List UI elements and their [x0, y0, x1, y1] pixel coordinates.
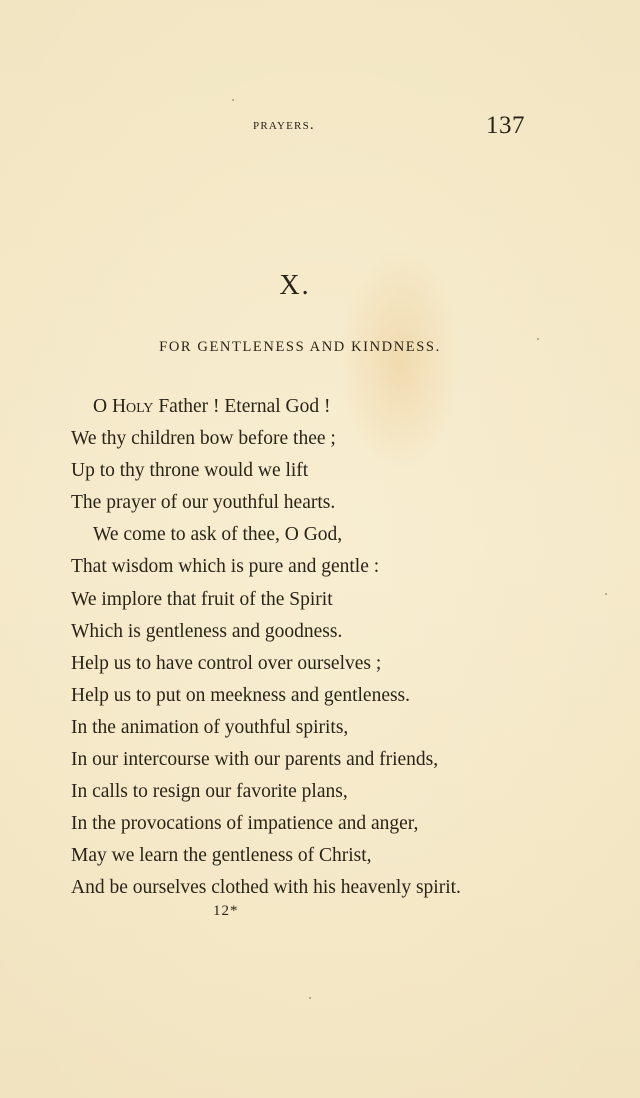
page-number: 137 — [486, 112, 525, 139]
prayer-line-1 — [71, 393, 611, 425]
prayer-line-4: The prayer of our youthful hearts. — [71, 492, 336, 514]
prayer-line-15: May we learn the gentleness of Christ, — [71, 845, 372, 867]
section-title: FOR GENTLENESS AND KINDNESS. — [159, 339, 441, 355]
signature-mark: 12* — [213, 903, 239, 919]
prayer-line-1-prefix: O — [93, 396, 112, 417]
prayer-text — [71, 393, 611, 907]
paper-speck — [309, 997, 311, 999]
running-head: prayers. — [253, 117, 315, 133]
prayer-line-16: And be ourselves clothed with his heavenly spirit. — [71, 877, 461, 899]
prayer-line-5: We come to ask of thee, O God, — [93, 524, 343, 546]
prayer-line-10: Help us to put on meekness and gentleness. — [71, 684, 411, 706]
prayer-line-13: In calls to resign our favorite plans, — [71, 781, 348, 803]
prayer-line-8: Which is gentleness and goodness. — [71, 620, 343, 642]
paper-speck — [537, 338, 539, 340]
prayer-line-3: Up to thy throne would we lift — [71, 460, 309, 482]
paper-speck — [232, 99, 234, 101]
prayer-line-12: In our intercourse with our parents and friends, — [71, 749, 439, 771]
prayer-line-1-suffix: Father ! Eternal God ! — [153, 396, 331, 417]
prayer-line-9: Help us to have control over ourselves ; — [71, 652, 382, 674]
prayer-line-14: In the provocations of impatience and anger, — [71, 813, 419, 835]
prayer-line-11: In the animation of youthful spirits, — [71, 716, 349, 738]
paper-speck — [605, 593, 607, 595]
prayer-line-7: We implore that fruit of the Spirit — [71, 588, 333, 610]
section-numeral: X. — [279, 270, 311, 301]
prayer-line-2: We thy children bow before thee ; — [71, 428, 336, 450]
prayer-line-1-smallcaps: Holy — [111, 396, 154, 417]
prayer-line-6: That wisdom which is pure and gentle : — [71, 556, 380, 578]
